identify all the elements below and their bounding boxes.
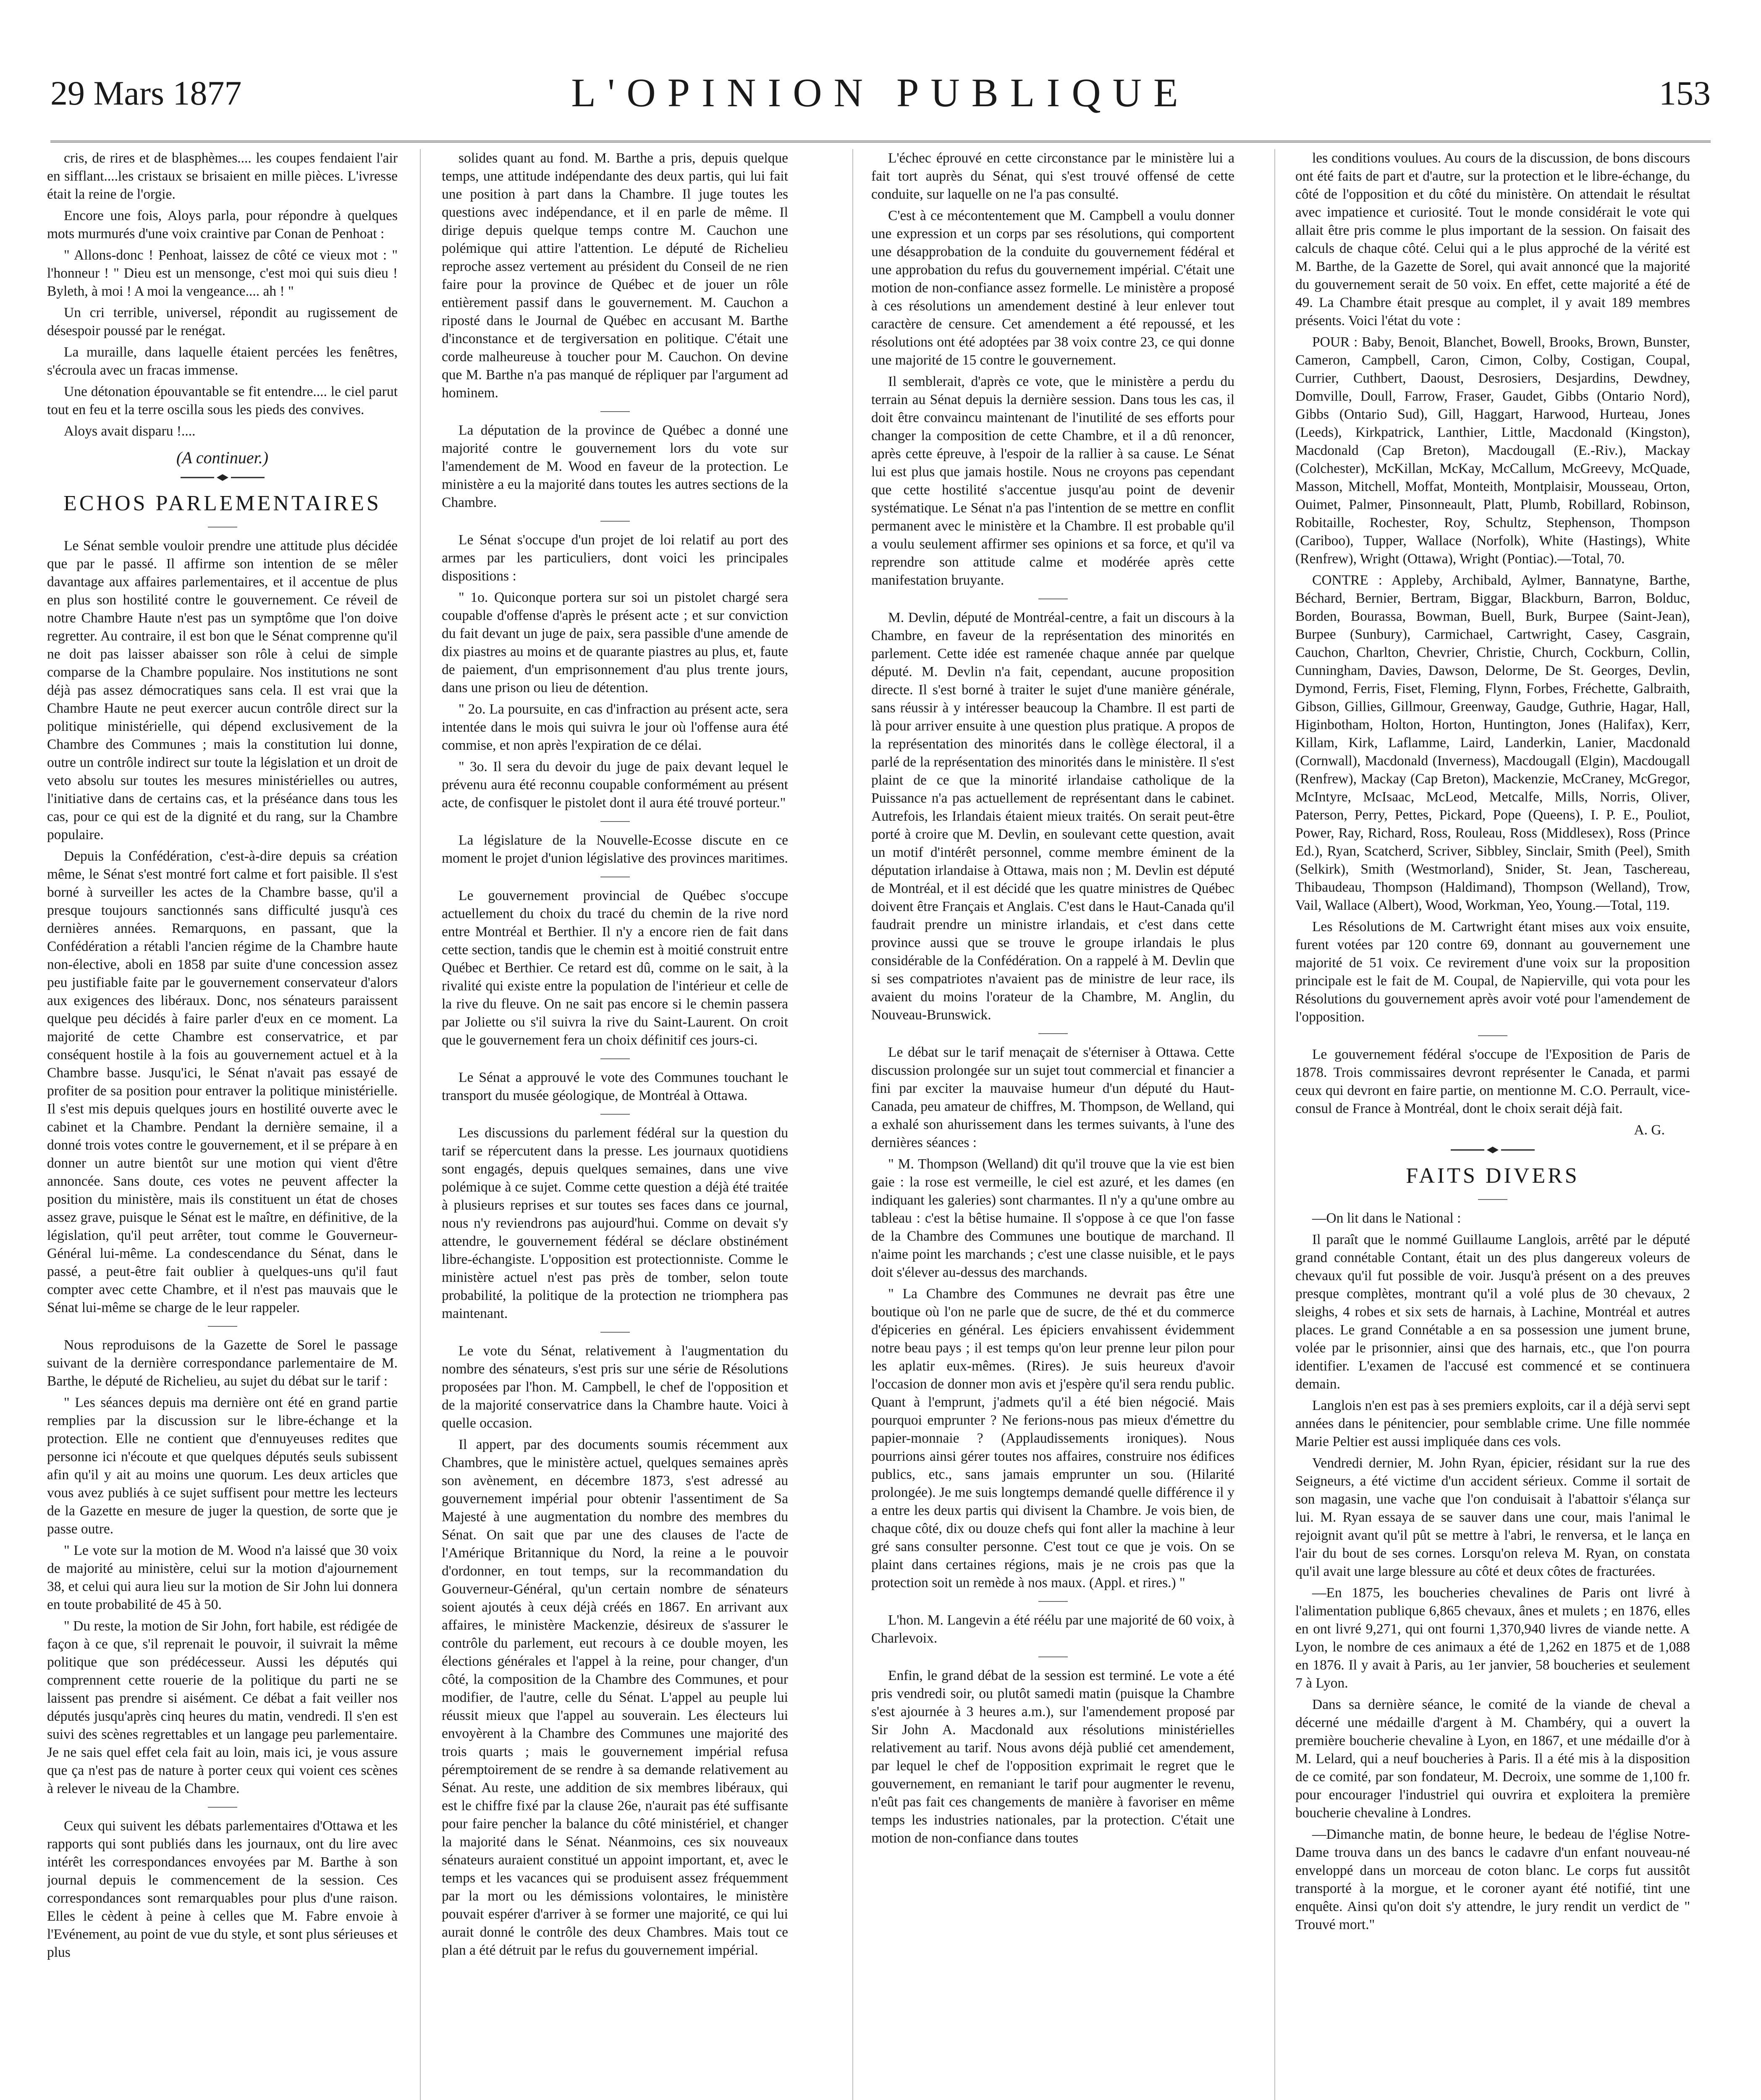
paragraph: L'hon. M. Langevin a été réélu par une majorité de 60 voix, à Charlevoix.	[871, 1612, 1234, 1646]
paragraph: cris, de rires et de blasphèmes.... les coupes fendaient l'air en sifflant....les cristaux se brisaient en mille pièces. L'ivresse était la reine de l'orgie.	[47, 150, 398, 202]
paragraph: " 1o. Quiconque portera sur soi un pistolet chargé sera coupable d'offense d'après le présent acte ; et sur conviction du fait devant un juge de paix, sera passible d'une amende de dix piastres au moins et de quarante piastres au plus, et, faute de paiement, d'un emprisonnement d'au plus trente jours, dans une prison ou lieu de détention.	[442, 590, 788, 696]
column-4	[1295, 149, 1690, 2100]
vote-list-contre: CONTRE : Appleby, Archibald, Aylmer, Bannatyne, Barthe, Béchard, Bernier, Bertram, Biggar, Blackburn, Barron, Bolduc, Borden, Bourassa, Bowman, Buell, Burk, Burpee (Saint-Jean), Burpee (Sunbury), Carmichael, Cartwright, Casey, Casgrain, Cauchon, Charlton, Chevrier, Christie, Church, Cockburn, Collin, Cunningham, Davies, Dawson, Delorme, De St. Georges, Devlin, Dymond, Ferris, Fiset, Fleming, Flynn, Forbes, Fréchette, Galbraith, Gibson, Gillies, Gillmour, Greenway, Gaudge, Guthrie, Hagar, Hall, Higinbotham, Holton, Horton, Huntington, Jones (Halifax), Kerr, Killam, Kirk, Laflamme, Laird, Landerkin, Lanier, Macdonald (Cornwall), Macdonald (Inverness), Macdougall (Elgin), Macdougall (Renfrew), Mackay (Cap Breton), Mackenzie, McCraney, McGregor, McIntyre, McIsaac, McLeod, Metcalfe, Mills, Norris, Oliver, Paterson, Perry, Pettes, Pickard, Pope (Queens), I. P. E., Pouliot, Power, Ray, Richard, Ross, Rouleau, Ross (Middlesex), Ross (Prince Ed.), Ryan, Scatcherd, Scriver, Sibbley, Sinclair, Smith (Peel), Smith (Selkirk), Smith (Westmorland), Snider, St. Jean, Taschereau, Thibaudeau, Thompson (Haldimand), Thompson (Welland), Trow, Vail, Wallace (Albert), Wood, Workman, Yeo, Young.—Total, 119.	[1295, 572, 1690, 913]
author-signature: A. G.	[1634, 1122, 1665, 1138]
short-rule	[1038, 1601, 1068, 1602]
paragraph: Le Sénat s'occupe d'un projet de loi relatif au port des armes par les particuliers, dont voici les principales dispositions :	[442, 532, 788, 584]
paragraph: Une détonation épouvantable se fit entendre.... le ciel parut tout en feu et la terre oscilla sous les pieds des convives.	[47, 384, 398, 417]
paragraph: Le gouvernement provincial de Québec s'occupe actuellement du choix du tracé du chemin de la rive nord entre Montréal et Berthier. Il n'y a encore rien de fait dans cette section, tandis que le chemin est à moitié construit entre Québec et Berthier. Ce retard est dû, comme on le sait, à la rivalité qui existe entre la population de l'intérieur et celle de la rive du fleuve. On ne sait pas encore si le chemin passera par Joliette ou s'il suivra la rive du Saint-Laurent. On croit que le gouvernement fera un choix définitif ces jours-ci.	[442, 888, 788, 1048]
short-rule	[600, 1114, 630, 1115]
paragraph: Ceux qui suivent les débats parlementaires d'Ottawa et les rapports qui sont publiés dans les journaux, ont du lire avec intérêt les correspondances envoyées par M. Barthe à son journal depuis le commencement de la session. Ces correspondances sont remarquables pour plus d'une raison. Elles le cèdent à peine à celles que M. Fabre envoie à l'Evénement, au point de vue du style, et sont plus sérieuses et plus	[47, 1818, 398, 1960]
paragraph: Le débat sur le tarif menaçait de s'éterniser à Ottawa. Cette discussion prolongée sur un sujet tout commercial et financier a fini par exciter la mauvaise humeur d'un député du Haut-Canada, peu amateur de chiffres, M. Thompson, de Welland, qui a exhalé son ahurissement dans les termes suivants, à l'une des dernières séances :	[871, 1045, 1234, 1150]
issue-date: 29 Mars 1877	[50, 74, 242, 112]
paragraph: Les discussions du parlement fédéral sur la question du tarif se répercutent dans la presse. Les journaux quotidiens sont engagés, depuis quelques semaines, dans une vive polémique à ce sujet. Comme cette question a déjà été traitée à plusieurs reprises et sur toutes ses faces dans ce journal, nous n'y reviendrons pas aujourd'hui. Comme on devait s'y attendre, le gouvernement fédéral se déclare obstinément libre-échangiste. L'opposition est protectionniste. Comme le ministère actuel n'est pas près de tomber, selon toute probabilité, la politique de la protection ne triomphera pas maintenant.	[442, 1125, 788, 1321]
masthead-rule	[50, 141, 1711, 142]
column-2	[442, 149, 788, 2100]
column-1	[47, 149, 398, 2100]
paragraph: " Les séances depuis ma dernière ont été en grand partie remplies par la discussion sur le libre-échange et la protection. Elle ne contient que d'ennuyeuses redites que personne ici n'écoute et que quelques députés seuls subissent afin qu'il y ait au moins une quorum. Les deux articles que vous avez publiés à ce sujet suffisent pour mettre les lecteurs de la Gazette en mesure de juger la question, de sorte que je passe outre.	[47, 1395, 398, 1537]
paragraph: Il appert, par des documents soumis récemment aux Chambres, que le ministère actuel, quelques semaines après son avènement, en décembre 1873, s'est adressé au gouvernement impérial pour obtenir l'assentiment de Sa Majesté à une augmentation du nombre des membres du Sénat. On sait que par une des clauses de l'acte de l'Amérique Britannique du Nord, la reine a le pouvoir d'ordonner, en tout temps, sur la recommandation du Gouverneur-Général, qu'un certain nombre de sénateurs soient ajoutés à ceux déjà créés en 1867. En arrivant aux affaires, le ministère Mackenzie, désireux de s'assurer le contrôle du parlement, eut recours à ce double moyen, les élections générales et l'appel à la reine, pour changer, d'un côté, la composition de la Chambre des Communes, et pour modifier, de l'autre, celle du Sénat. L'appel au peuple lui réussit mieux que l'appel au souverain. Les électeurs lui envoyèrent à la Chambre des Communes une majorité des trois quarts ; mais le gouvernement impérial refusa péremptoirement de se rendre à sa demande relativement au Sénat. Au reste, une addition de six membres libéraux, qui est le chiffre fixé par la clause 26e, n'aurait pas été suffisante pour faire pencher la balance du côté ministériel, et changer la majorité dans le Sénat. Néanmoins, ces six nouveaux sénateurs auraient constitué un appoint important, et, avec le temps et les vacances qui se produisent assez fréquemment par la mort ou les démissions volontaires, le ministère pouvait espérer d'arriver à se former une majorité, ce qui lui aurait donné le contrôle des deux Chambres. Mais tout ce plan a été détruit par le refus du gouvernement impérial.	[442, 1437, 788, 1958]
paragraph: " La Chambre des Communes ne devrait pas être une boutique où l'on ne parle que de sucre, de thé et du commerce d'épiceries en général. Les épiciers envahissent évidemment notre beau pays ; il est temps qu'on leur prenne leur pilon pour les aplatir eux-mêmes. (Rires). Je suis heureux d'avoir l'occasion de donner mon avis et j'espère qu'il sera rendu public. Quant à l'emprunt, j'admets qu'il a été bien négocié. Mais pourquoi emprunter ? Ne ferions-nous pas mieux d'émettre du papier-monnaie ? (Applaudissements ironiques). Nous pourrions ainsi gérer toutes nos affaires, construire nos édifices publics, etc., sans jamais emprunter un sou. (Hilarité prolongée). Je me suis longtemps demandé quelle différence il y a entre les deux partis qui divisent la Chambre. Je vois bien, de chaque côté, dix ou douze chefs qui font aller la machine à leur gré sans consulter personne. C'est tout ce que je vois. On se plaint dans certaines régions, mais je ne crois pas que la protection soit un remède à nos maux. (Appl. et rires.) "	[871, 1286, 1234, 1591]
short-rule	[600, 521, 630, 522]
paragraph: Il semblerait, d'après ce vote, que le ministère a perdu du terrain au Sénat depuis la dernière session. Dans tous les cas, il doit être convaincu maintenant de l'inutilité de ses efforts pour changer la composition de cette Chambre, et il a dû renoncer, après cette épreuve, à l'espoir de la rallier à sa cause. Le Sénat lui est plus que jamais hostile. Nous ne croyons pas cependant que cette hostilité s'accentue jusqu'au point de devenir systématique. Le Sénat n'a pas l'intention de se mettre en conflit permanent avec le ministère et la Chambre. Il est probable qu'il a voulu seulement affirmer ses opinions et sa force, et qu'il va reprendre son attitude calme et modérée après cette manifestation bruyante.	[871, 374, 1234, 588]
column-divider	[1274, 149, 1275, 2100]
section-heading: ECHOS PARLEMENTAIRES	[63, 491, 381, 515]
paragraph: Il paraît que le nommé Guillaume Langlois, arrêté par le député grand connétable Contant, était un des plus dangereux voleurs de chevaux qu'il fut possible de voir. Jusqu'à présent on a des preuves presque complètes, montrant qu'il a volé plus de 30 chevaux, 2 sleighs, 4 robes et six sets de harnais, à Lachine, Montréal et autres places. Le grand Connétable a en sa possession une jument brune, volée par le prisonnier, ainsi que des harnais, etc., que l'on pourra identifier. L'examen de l'accusé est commencé et se continuera demain.	[1295, 1232, 1690, 1392]
short-rule	[600, 411, 630, 412]
newspaper-title: L'OPINION PUBLIQUE	[571, 70, 1190, 115]
paragraph: L'échec éprouvé en cette circonstance par le ministère lui a fait tort auprès du Sénat, qui s'est trouvé offensé de cette conduite, sur laquelle on ne l'a pas consulté.	[871, 150, 1234, 202]
short-rule	[1038, 1033, 1068, 1034]
paragraph: —Dimanche matin, de bonne heure, le bedeau de l'église Notre-Dame trouva dans un des bancs le cadavre d'un enfant nouveau-né enveloppé dans un morceau de coton blanc. Le corps fut aussitôt transporté à la morgue, et le coroner ayant été notifié, tint une enquête. Ainsi qu'on doit s'y attendre, le jury rendit un verdict de " Trouvé mort."	[1295, 1827, 1690, 1932]
paragraph: Aloys avait disparu !....	[64, 423, 196, 439]
paragraph: Un cri terrible, universel, répondit au rugissement de désespoir poussé par le renégat.	[47, 305, 398, 339]
paragraph: " Le vote sur la motion de M. Wood n'a laissé que 30 voix de majorité au ministère, celui sur la motion d'ajournement 38, et celui qui aura lieu sur la motion de Sir John lui donnera en toute probabilité de 45 à 50.	[47, 1543, 398, 1612]
short-rule	[208, 527, 237, 528]
paragraph: les conditions voulues. Au cours de la discussion, de bons discours ont été faits de part et d'autre, sur la protection et le libre-échange, du côté de l'opposition et du côté du ministère. On attendait le résultat avec impatience et curiosité. Tout le monde considérait le vote qui allait être pris comme le plus important de la session. On faisait des calculs de chaque côté. Celui qui a le plus approché de la vérité est M. Barthe, de la Gazette de Sorel, qui avait annoncé que la majorité du gouvernement serait de 50 voix. En effet, cette majorité a été de 49. La Chambre était presque au complet, il y avait 189 membres présents. Voici l'état du vote :	[1295, 150, 1690, 328]
paragraph: " M. Thompson (Welland) dit qu'il trouve que la vie est bien gaie : la rose est vermeille, le ciel est azuré, et les dames (en indiquant les galeries) sont charmantes. Il n'y a qu'une ombre au tableau : c'est la bêtise humaine. Il s'oppose à ce que l'on fasse de la Chambre des Communes une boutique de marchand. Il n'aime point les marchands ; c'est une classe nuisible, et le pays doit s'élever au-dessus des marchands.	[871, 1156, 1234, 1280]
paragraph: Vendredi dernier, M. John Ryan, épicier, résidant sur la rue des Seigneurs, a été victime d'un accident sérieux. Comme il sortait de son magasin, une vache que l'on conduisait à l'abattoir s'élança sur lui. M. Ryan essaya de se sauver dans une cour, mais l'animal le rejoignit avant qu'il pût se mettre à l'abri, le renversa, et le lança en l'air du bout de ses cornes. Lorsqu'on releva M. Ryan, on constata qu'il avait une large blessure au côté et deux côtes de fracturées.	[1295, 1455, 1690, 1579]
paragraph: La députation de la province de Québec a donné une majorité contre le gouvernement lors du vote sur l'amendement de M. Wood en faveur de la protection. Le ministère a eu la majorité dans toutes les autres sections de la Chambre.	[442, 423, 788, 510]
paragraph: Langlois n'en est pas à ses premiers exploits, car il a déjà servi sept années dans le pénitencier, pour semblable crime. Une fille nommée Marie Peltier est aussi impliquée dans ces vols.	[1295, 1398, 1690, 1449]
paragraph: Le Sénat semble vouloir prendre une attitude plus décidée que par le passé. Il affirme son intention de se mêler davantage aux affaires parlementaires, et il accentue de plus en plus son hostilité contre le gouvernement. Ce réveil de notre Chambre Haute n'est pas un symptôme que l'on doive regretter. Au contraire, il est bon que le Sénat comprenne qu'il ne doit pas laisser abaisser son rôle à celui de simple comparse de la Chambre populaire. Nos institutions ne sont déjà pas assez démocratiques sans cela. Il est vrai que la Chambre Haute ne peut exercer aucun contrôle direct sur la politique ministérielle, qui dépend exclusivement de la Chambre des Communes ; mais la constitution lui donne, outre un contrôle indirect sur toute la législation et un droit de veto absolu sur toutes les mesures ministérielles ou autres, l'initiative dans de certains cas, et la préséance dans tous les cas, pour ce qui est de la dignité et du rang, sur la Chambre populaire.	[47, 538, 398, 843]
paragraph: Dans sa dernière séance, le comité de la viande de cheval a décerné une médaille d'argent à M. Chambéry, qui a ouvert la première boucherie chevaline à Lyon, en 1867, et une médaille d'or à M. Lelard, qui a neuf boucheries à Paris. Il a été mis à la disposition de ce comité, par son fondateur, M. Decroix, une somme de 1,100 fr. pour encourager l'industriel qui ouvrira et exploitera la première boucherie chevaline à Londres.	[1295, 1697, 1690, 1821]
paragraph: " Du reste, la motion de Sir John, fort habile, est rédigée de façon à ce que, s'il reprenait le pouvoir, il suivrait la même politique que son prédécesseur. Aussi les députés qui comprennent cette rouerie de la politique du parti ne se laissent pas prendre si aisément. Ce débat a fait veiller nos députés jusqu'après cinq heures du matin, vendredi. Il s'en est suivi des scènes regrettables et un langage peu parlementaire. Je ne sais quel effet cela fait au loin, mais ici, je vous assure que ça n'est pas de nature à porter ceux qui voient ces scènes à relever le niveau de la Chambre.	[47, 1618, 398, 1796]
paragraph: " 3o. Il sera du devoir du juge de paix devant lequel le prévenu aura été reconnu coupable conformément au présent acte, de confisquer le pistolet dont il aura été trouvé porteur."	[442, 759, 788, 811]
short-rule	[208, 1326, 237, 1327]
ornament-divider	[1442, 1146, 1543, 1154]
short-rule	[1038, 598, 1068, 599]
short-rule	[600, 821, 630, 822]
paragraph: Le Sénat a approuvé le vote des Communes touchant le transport du musée géologique, de Montréal à Ottawa.	[442, 1070, 788, 1103]
paragraph: —En 1875, les boucheries chevalines de Paris ont livré à l'alimentation publique 6,865 chevaux, ânes et mulets ; en 1876, elles en ont livré 9,271, qui ont fourni 1,370,940 livres de viande nette. A Lyon, le nombre de ces animaux a été de 1,262 en 1875 et de 1,088 en 1876. Il y avait à Paris, au 1er janvier, 58 boucheries et seulement 7 à Lyon.	[1295, 1585, 1690, 1691]
paragraph: Encore une fois, Aloys parla, pour répondre à quelques mots murmurés d'une voix craintive par Conan de Penhoat :	[47, 208, 398, 242]
short-rule	[600, 1058, 630, 1059]
paragraph: Le vote du Sénat, relativement à l'augmentation du nombre des sénateurs, s'est pris sur une série de Résolutions proposées par l'hon. M. Campbell, le chef de l'opposition et de la majorité conservatrice dans la Chambre haute. Voici à quelle occasion.	[442, 1343, 788, 1431]
section-heading: FAITS DIVERS	[1406, 1164, 1580, 1188]
page-number: 153	[1659, 74, 1711, 112]
short-rule	[600, 1332, 630, 1333]
ornament-divider	[172, 473, 273, 482]
paragraph: Nous reproduisons de la Gazette de Sorel le passage suivant de la dernière correspondance parlementaire de M. Barthe, le député de Richelieu, au sujet du débat sur le tarif :	[47, 1337, 398, 1389]
paragraph: Le gouvernement fédéral s'occupe de l'Exposition de Paris de 1878. Trois commissaires devront représenter le Canada, et parmi ceux qui devront en faire partie, on mentionne M. C.O. Perrault, vice-consul de France à Montréal, dont le choix serait déjà fait.	[1295, 1047, 1690, 1116]
continued-note: (A continuer.)	[176, 448, 269, 467]
masthead	[0, 0, 1761, 160]
paragraph: " Allons-donc ! Penhoat, laissez de côté ce vieux mot : " l'honneur ! " Dieu est un mensonge, c'est moi qui suis dieu ! Byleth, à moi ! A moi la vengeance.... ah ! "	[47, 247, 398, 299]
short-rule	[1038, 1656, 1068, 1657]
short-rule	[208, 1807, 237, 1808]
column-divider	[420, 149, 421, 2100]
paragraph: —On lit dans le National :	[1312, 1210, 1461, 1226]
short-rule	[1478, 1199, 1507, 1200]
vote-list-pour: POUR : Baby, Benoit, Blanchet, Bowell, Brooks, Brown, Bunster, Cameron, Campbell, Caron, Cimon, Colby, Costigan, Coupal, Currier, Cuthbert, Daoust, Desrosiers, Desjardins, Dewdney, Domville, Doull, Farrow, Fraser, Gaudet, Gibbs (Ontario Nord), Gibbs (Ontario Sud), Gill, Haggart, Harwood, Hurteau, Jones (Leeds), Kirkpatrick, Lanthier, Little, Macdonald (Kingston), Macdonald (Cap Breton), Macdougall (E.-Riv.), Mackay (Colchester), McKillan, McKay, McCallum, McGreevy, McQuade, Masson, Mitchell, Moffat, Monteith, Montplaisir, Mousseau, Orton, Ouimet, Palmer, Pinsonneault, Platt, Plumb, Robillard, Robinson, Robitaille, Rochester, Roy, Schultz, Stephenson, Thompson (Cariboo), Tupper, Wallace (Norfolk), White (Hastings), White (Renfrew), Wright (Ottawa), Wright (Pontiac).—Total, 70.	[1295, 334, 1690, 567]
paragraph: Enfin, le grand débat de la session est terminé. Le vote a été pris vendredi soir, ou plutôt samedi matin (puisque la Chambre s'est ajournée à 3 heures a.m.), sur l'amendement proposé par Sir John A. Macdonald aux résolutions ministérielles relativement au tarif. Nous avons déjà publié cet amendement, par lequel le chef de l'opposition exprimait le regret que le gouvernement, en remaniant le tarif pour augmenter le revenu, n'eût pas fait ces changements de manière à favoriser en même temps les industries nationales, par la protection. C'était une motion de non-confiance dans toutes	[871, 1668, 1234, 1846]
paragraph: solides quant au fond. M. Barthe a pris, depuis quelque temps, une attitude indépendante des deux partis, qui lui fait une position à part dans la Chambre. Il juge toutes les questions avec indépendance, et il en parle de même. Il dirige depuis quelque temps contre M. Cauchon une polémique qui attire l'attention. Le député de Richelieu reproche assez vertement au président du Conseil de ne rien faire pour la province de Québec et de jouer un rôle entièrement passif dans le gouvernement. M. Cauchon a riposté dans le Journal de Québec en accusant M. Barthe d'inconstance et de tergiversation en politique. C'était une corde malheureuse à toucher pour M. Cauchon. On devine que M. Barthe n'a pas manqué de répliquer par l'argument ad hominem.	[442, 150, 788, 401]
short-rule	[1478, 1035, 1507, 1036]
paragraph: La muraille, dans laquelle étaient percées les fenêtres, s'écroula avec un fracas immense.	[47, 344, 398, 378]
paragraph: Les Résolutions de M. Cartwright étant mises aux voix ensuite, furent votées par 120 contre 69, donnant au gouvernement une majorité de 51 voix. Ce revirement d'une voix sur la proposition principale est le fait de M. Coupal, de Napierville, qui vota pour les Résolutions du gouvernement après avoir voté pour l'amendement de l'opposition.	[1295, 919, 1690, 1025]
paragraph: C'est à ce mécontentement que M. Campbell a voulu donner une expression et un corps par ses résolutions, qui comportent une désapprobation de la conduite du gouvernement fédéral et une approbation du refus du gouvernement impérial. C'était une motion de non-confiance assez formelle. Le ministère a proposé à ces résolutions un amendement destiné à leur enlever tout caractère de censure. Cet amendement a été repoussé, et les résolutions ont été adoptées par 38 voix contre 23, ce qui donne une majorité de 15 contre le gouvernement.	[871, 208, 1234, 368]
paragraph: " 2o. La poursuite, en cas d'infraction au présent acte, sera intentée dans le mois qui suivra le jour où l'offense aura été commise, et non après l'expiration de ce délai.	[442, 701, 788, 753]
paragraph: Depuis la Confédération, c'est-à-dire depuis sa création même, le Sénat s'est montré fort calme et fort paisible. Il s'est borné à surveiller les actes de la Chambre basse, qu'il a presque toujours sanctionnés sans difficulté jusqu'à ces dernières années. Remarquons, en passant, que la Confédération a rétabli l'ancien régime de la Chambre haute non-élective, aboli en 1858 par suite d'une concession assez peu justifiable faite par le gouvernement conservateur d'alors aux exigences des libéraux. Donc, nos sénateurs paraissent quelque peu décidés à faire parler d'eux en ce moment. La majorité de cette Chambre est conservatrice, et par conséquent hostile à la fois au gouvernement actuel et à la Chambre basse. Jusqu'ici, le Sénat n'avait pas essayé de profiter de sa position pour entraver la politique ministérielle. Il s'est mis depuis quelques jours en hostilité ouverte avec le cabinet et la Chambre. Pendant la dernière semaine, il a donné trois votes contre le gouvernement, et il se prépare à en donner un autre bientôt sur une motion qui vient d'être annoncée. Sans doute, ces votes ne peuvent affecter la position du ministère, mais ils constituent un état de choses assez grave, puisque le Sénat est le maître, en définitive, de la législation, qu'il peut arrêter, tout comme le Gouverneur-Général lui-même. La condescendance du Sénat, dans le passé, a peut-être fait oublier à quelques-uns qu'il faut compter avec cette Chambre, et il n'est pas mauvais que le Sénat lui-même se charge de le leur rappeler.	[47, 848, 398, 1315]
paragraph: M. Devlin, député de Montréal-centre, a fait un discours à la Chambre, en faveur de la représentation des minorités en parlement. Cette idée est ramenée chaque année par quelque député. M. Devlin n'a fait, cependant, aucune proposition directe. Il s'est borné à traiter le sujet d'une manière générale, sans réussir à y intéresser beaucoup la Chambre. Il est parti de là pour arriver ensuite à une question plus pratique. A propos de la représentation des minorités dans le collège électoral, il a parlé de la représentation des minorités dans le ministère. Il s'est plaint de ce que la minorité irlandaise catholique de la Puissance n'a pas actuellement de représentant dans le cabinet. Autrefois, les Irlandais étaient mieux traités. On serait peut-être porté à croire que M. Devlin, en soulevant cette question, avait un motif d'intérêt personnel, comme membre éminent de la députation irlandaise à Ottawa, mais non ; M. Devlin est député de Montréal, et il est décidé que les quatre ministres de Québec doivent être Français et Anglais. C'est dans le Haut-Canada qu'il faudrait prendre un ministre irlandais, et c'est dans cette province aussi que se trouve le groupe irlandais le plus considérable de la Confédération. On a rappelé à M. Devlin que si ses compatriotes n'avaient pas de ministre de leur race, ils avaient du moins l'orateur de la Chambre, M. Anglin, du Nouveau-Brunswick.	[871, 610, 1234, 1023]
column-divider	[852, 149, 853, 2100]
paragraph: La législature de la Nouvelle-Ecosse discute en ce moment le projet d'union législative des provinces maritimes.	[442, 832, 788, 866]
column-3	[871, 149, 1234, 2100]
